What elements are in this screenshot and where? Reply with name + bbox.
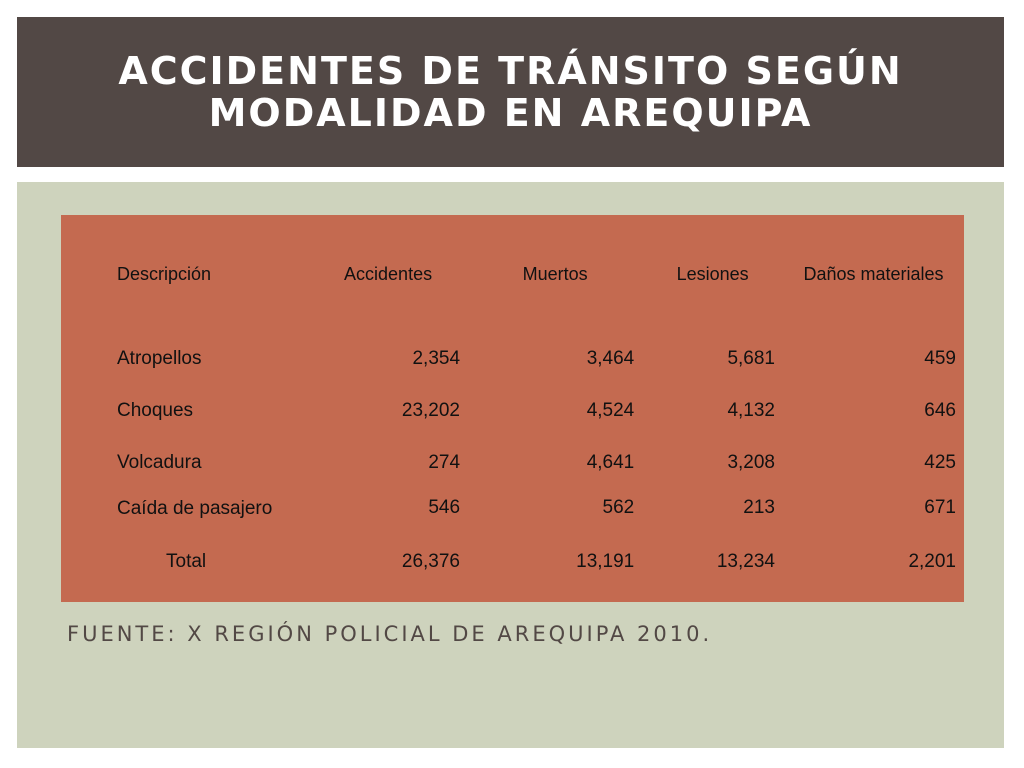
cell-lesiones: 3,208 bbox=[727, 452, 775, 473]
slide-title-line-1: ACCIDENTES DE TRÁNSITO SEGÚN bbox=[118, 49, 903, 93]
header-descripcion: Descripción bbox=[117, 264, 212, 284]
total-label: Total bbox=[166, 551, 207, 572]
total-accidentes: 26,376 bbox=[401, 551, 461, 572]
cell-accidentes: 274 bbox=[428, 452, 461, 473]
total-muertos: 13,191 bbox=[576, 551, 635, 572]
row-description: Atropellos bbox=[117, 348, 202, 369]
slide-title-line-2: MODALIDAD EN AREQUIPA bbox=[208, 91, 813, 135]
total-danos: 2,201 bbox=[908, 551, 956, 572]
cell-lesiones: 213 bbox=[743, 497, 775, 518]
row-description: Volcadura bbox=[117, 452, 202, 473]
cell-muertos: 3,464 bbox=[586, 348, 635, 369]
cell-danos: 459 bbox=[924, 348, 956, 369]
data-table-container bbox=[61, 215, 964, 602]
content-area bbox=[17, 182, 1004, 748]
cell-muertos: 562 bbox=[602, 497, 635, 518]
cell-accidentes: 546 bbox=[428, 497, 461, 518]
row-description: Choques bbox=[117, 400, 194, 421]
cell-danos: 425 bbox=[924, 452, 956, 473]
row-description: Caída de pasajero bbox=[117, 498, 273, 519]
cell-accidentes: 23,202 bbox=[401, 400, 461, 421]
table-header-row bbox=[61, 215, 964, 333]
table-row bbox=[61, 489, 964, 549]
cell-muertos: 4,641 bbox=[586, 452, 635, 473]
table-row bbox=[61, 437, 964, 489]
cell-lesiones: 5,681 bbox=[727, 348, 775, 369]
accidents-table bbox=[61, 215, 964, 597]
cell-danos: 646 bbox=[924, 400, 956, 421]
title-bar bbox=[17, 17, 1004, 167]
table-row bbox=[61, 385, 964, 437]
header-accidentes: Accidentes bbox=[344, 264, 433, 284]
header-lesiones: Lesiones bbox=[676, 264, 749, 284]
cell-lesiones: 4,132 bbox=[727, 400, 775, 421]
source-footer: FUENTE: X REGIÓN POLICIAL DE AREQUIPA 2010. bbox=[67, 622, 713, 646]
cell-muertos: 4,524 bbox=[586, 400, 635, 421]
header-danos-materiales: Daños materiales bbox=[803, 264, 944, 284]
cell-danos: 671 bbox=[924, 497, 956, 518]
slide-title bbox=[78, 50, 942, 134]
table-row bbox=[61, 333, 964, 385]
header-muertos: Muertos bbox=[522, 264, 588, 284]
cell-accidentes: 2,354 bbox=[412, 348, 461, 369]
table-total-row bbox=[61, 549, 964, 597]
total-lesiones: 13,234 bbox=[716, 551, 775, 572]
